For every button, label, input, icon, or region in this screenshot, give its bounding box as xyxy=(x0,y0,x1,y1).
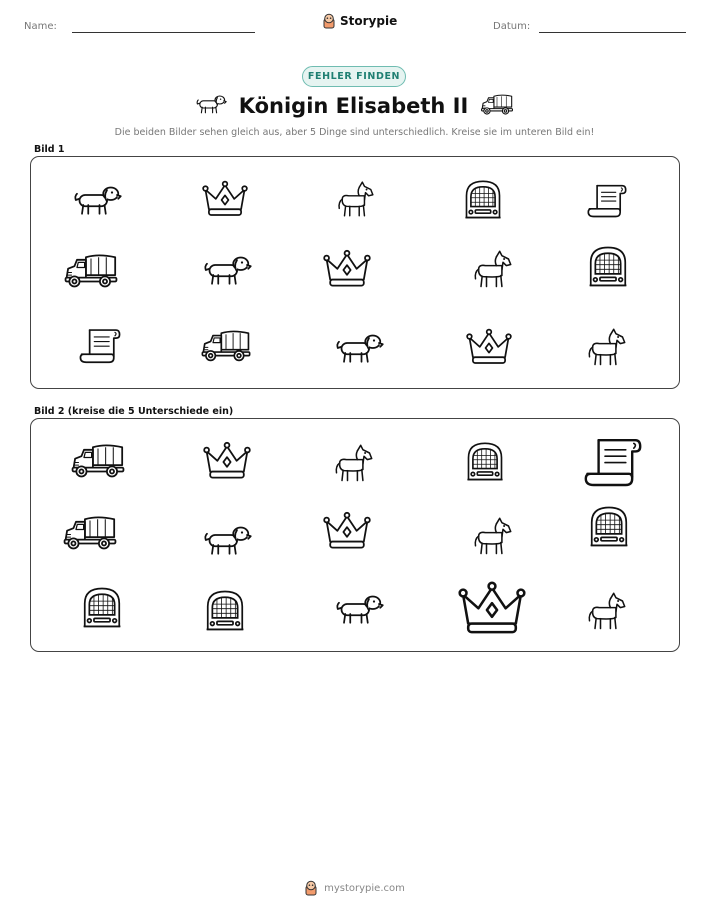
dog-icon xyxy=(194,245,260,295)
picture-1-panel xyxy=(30,156,680,389)
dog-icon[interactable] xyxy=(194,515,260,565)
dog-icon xyxy=(64,175,130,225)
picture-2-panel xyxy=(30,418,680,652)
date-label: Datum: xyxy=(493,21,531,32)
crown-icon[interactable] xyxy=(454,577,530,643)
scroll-icon xyxy=(574,175,640,225)
picture-1-label: Bild 1 xyxy=(34,144,65,155)
instructions: Die beiden Bilder sehen gleich aus, aber 5 Dinge sind unterschiedlich. Kreise sie im unteren Bild ein! xyxy=(114,127,595,138)
brand-logo xyxy=(322,13,397,29)
footer xyxy=(0,880,709,896)
truck-icon xyxy=(480,92,514,120)
horse-icon xyxy=(322,175,388,225)
crown-icon[interactable] xyxy=(194,437,260,487)
radio-icon[interactable] xyxy=(576,502,642,552)
radio-icon xyxy=(450,175,516,225)
scroll-icon xyxy=(67,320,133,370)
scroll-icon[interactable] xyxy=(578,431,648,491)
radio-icon[interactable] xyxy=(452,437,518,487)
horse-icon[interactable] xyxy=(459,512,525,562)
name-label: Name: xyxy=(24,21,57,32)
brand-name: Storypie xyxy=(340,14,398,28)
page-title: Königin Elisabeth II xyxy=(238,94,469,118)
date-line[interactable] xyxy=(539,32,686,33)
storypie-mascot-icon xyxy=(322,13,336,29)
radio-icon[interactable] xyxy=(69,583,135,633)
dog-icon[interactable] xyxy=(326,584,392,634)
radio-icon xyxy=(575,242,641,292)
crown-icon xyxy=(456,323,522,373)
dog-icon xyxy=(195,92,227,120)
name-line[interactable] xyxy=(72,32,255,33)
truck-icon[interactable] xyxy=(65,435,131,485)
horse-icon[interactable] xyxy=(320,439,386,489)
horse-icon xyxy=(573,323,639,373)
crown-icon xyxy=(314,245,380,295)
title-row xyxy=(0,92,709,120)
storypie-mascot-icon xyxy=(304,880,318,896)
radio-icon[interactable] xyxy=(192,586,258,636)
horse-icon xyxy=(459,245,525,295)
truck-icon xyxy=(58,245,124,295)
dog-icon xyxy=(326,323,392,373)
truck-icon xyxy=(193,320,259,370)
crown-icon xyxy=(192,175,258,225)
footer-url[interactable]: mystorypie.com xyxy=(324,882,405,894)
category-badge: FEHLER FINDEN xyxy=(302,66,406,87)
horse-icon[interactable] xyxy=(573,587,639,637)
picture-2-label: Bild 2 (kreise die 5 Unterschiede ein) xyxy=(34,406,234,417)
crown-icon[interactable] xyxy=(314,507,380,557)
truck-icon[interactable] xyxy=(57,507,123,557)
